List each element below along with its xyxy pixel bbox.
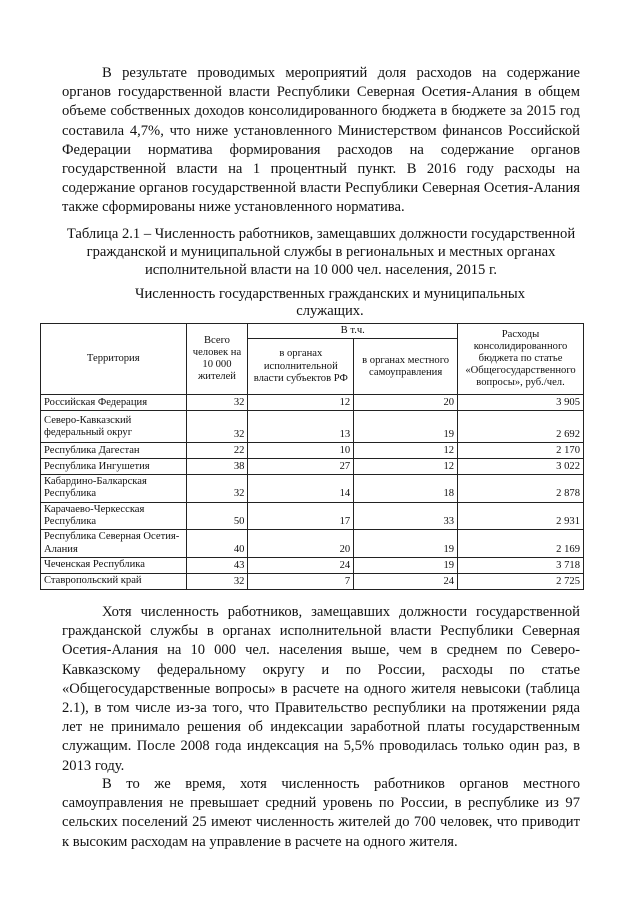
cell-regional: 24 — [248, 558, 354, 574]
cell-regional: 7 — [248, 574, 354, 590]
cell-regional: 27 — [248, 459, 354, 475]
cell-total: 40 — [186, 530, 248, 558]
header-regional: в органах исполнительной власти субъектов РФ — [248, 339, 354, 395]
cell-regional: 17 — [248, 502, 354, 529]
cell-territory: Республика Северная Осетия-Алания — [41, 530, 187, 558]
cell-expenses: 3 905 — [458, 395, 584, 411]
cell-regional: 14 — [248, 475, 354, 502]
cell-expenses: 2 692 — [458, 411, 584, 443]
table-row — [41, 574, 584, 590]
cell-territory: Российская Федерация — [41, 395, 187, 411]
header-total: Всего человек на 10 000 жителей — [186, 324, 248, 395]
table-row — [41, 395, 584, 411]
table-subcaption: Численность государственных гражданских и муниципальных служащих. — [135, 286, 525, 319]
cell-total: 32 — [186, 475, 248, 502]
cell-local: 33 — [354, 502, 458, 529]
cell-total: 32 — [186, 574, 248, 590]
cell-regional: 20 — [248, 530, 354, 558]
cell-local: 19 — [354, 411, 458, 443]
cell-total: 22 — [186, 443, 248, 459]
cell-regional: 10 — [248, 443, 354, 459]
cell-total: 43 — [186, 558, 248, 574]
cell-expenses: 2 169 — [458, 530, 584, 558]
table-body — [41, 395, 584, 590]
header-expenses: Расходы консолидированного бюджета по статье «Общегосударственного вопросы», руб./чел. — [458, 324, 584, 395]
table-row — [41, 502, 584, 529]
cell-expenses: 2 878 — [458, 475, 584, 502]
cell-expenses: 3 022 — [458, 459, 584, 475]
cell-regional: 12 — [248, 395, 354, 411]
paragraph-analysis: Хотя численность работников, замещавших должности государственной гражданской службы в органах исполнительной власти Республики Северная Осетия-Алания на 10 000 чел. населения выше, чем в среднем по Северо-Кавказскому федеральному округу и по России, расходы по статье «Общегосударственные вопросы» в расчете на одного жителя невысоки (таблица 2.1), в том числе из-за того, что Правительство республики на протяжении ряда лет не принимало решения об индексации заработной платы государственным служащим. После 2008 года индексация на 5,5% проводилась только один раз, в 2013 году. — [62, 604, 580, 774]
cell-local: 19 — [354, 530, 458, 558]
header-incl: В т.ч. — [248, 324, 458, 339]
cell-local: 12 — [354, 443, 458, 459]
cell-expenses: 2 931 — [458, 502, 584, 529]
cell-total: 32 — [186, 411, 248, 443]
cell-local: 19 — [354, 558, 458, 574]
cell-territory: Карачаево-Черкесская Республика — [41, 502, 187, 529]
employees-table — [40, 323, 584, 590]
cell-territory: Кабардино-Балкарская Республика — [41, 475, 187, 502]
table-row — [41, 411, 584, 443]
cell-total: 50 — [186, 502, 248, 529]
cell-local: 18 — [354, 475, 458, 502]
cell-expenses: 2 725 — [458, 574, 584, 590]
cell-expenses: 2 170 — [458, 443, 584, 459]
header-territory: Территория — [41, 324, 187, 395]
table-row — [41, 459, 584, 475]
table-row — [41, 475, 584, 502]
cell-local: 12 — [354, 459, 458, 475]
cell-local: 20 — [354, 395, 458, 411]
cell-territory: Северо-Кавказский федеральный округ — [41, 411, 187, 443]
cell-territory: Чеченская Республика — [41, 558, 187, 574]
cell-territory: Ставропольский край — [41, 574, 187, 590]
cell-expenses: 3 718 — [458, 558, 584, 574]
cell-total: 38 — [186, 459, 248, 475]
cell-total: 32 — [186, 395, 248, 411]
table-row — [41, 530, 584, 558]
table-row — [41, 443, 584, 459]
header-local: в органах местного самоуправления — [354, 339, 458, 395]
cell-territory: Республика Ингушетия — [41, 459, 187, 475]
table-row — [41, 558, 584, 574]
cell-local: 24 — [354, 574, 458, 590]
paragraph-local: В то же время, хотя численность работников органов местного самоуправления не превышает средний уровень по России, в республике из 97 сельских поселений 25 имеют численность жителей до 700 человек, что приводит к высоким расходам на управление в расчете на одного жителя. — [62, 776, 580, 850]
cell-territory: Республика Дагестан — [41, 443, 187, 459]
table-caption: Таблица 2.1 – Численность работников, замещавших должности государственной гражданской и муниципальной службы в региональных и местных органах исполнительной власти на 10 000 чел. населения, 2015 г. — [66, 226, 576, 278]
cell-regional: 13 — [248, 411, 354, 443]
paragraph-intro: В результате проводимых мероприятий доля расходов на содержание органов государственной власти Республики Северная Осетия-Алания в общем объеме собственных доходов консолидированного бюджета в бюджете за 2015 год составила 4,7%, что ниже установленного Министерством финансов Российской Федерации норматива формирования расходов на содержание органов государственной власти на 1 процентный пункт. В 2016 году расходы на содержание органов государственной власти Республики Северная Осетия-Алания также сформированы ниже установленного норматива. — [62, 65, 580, 216]
